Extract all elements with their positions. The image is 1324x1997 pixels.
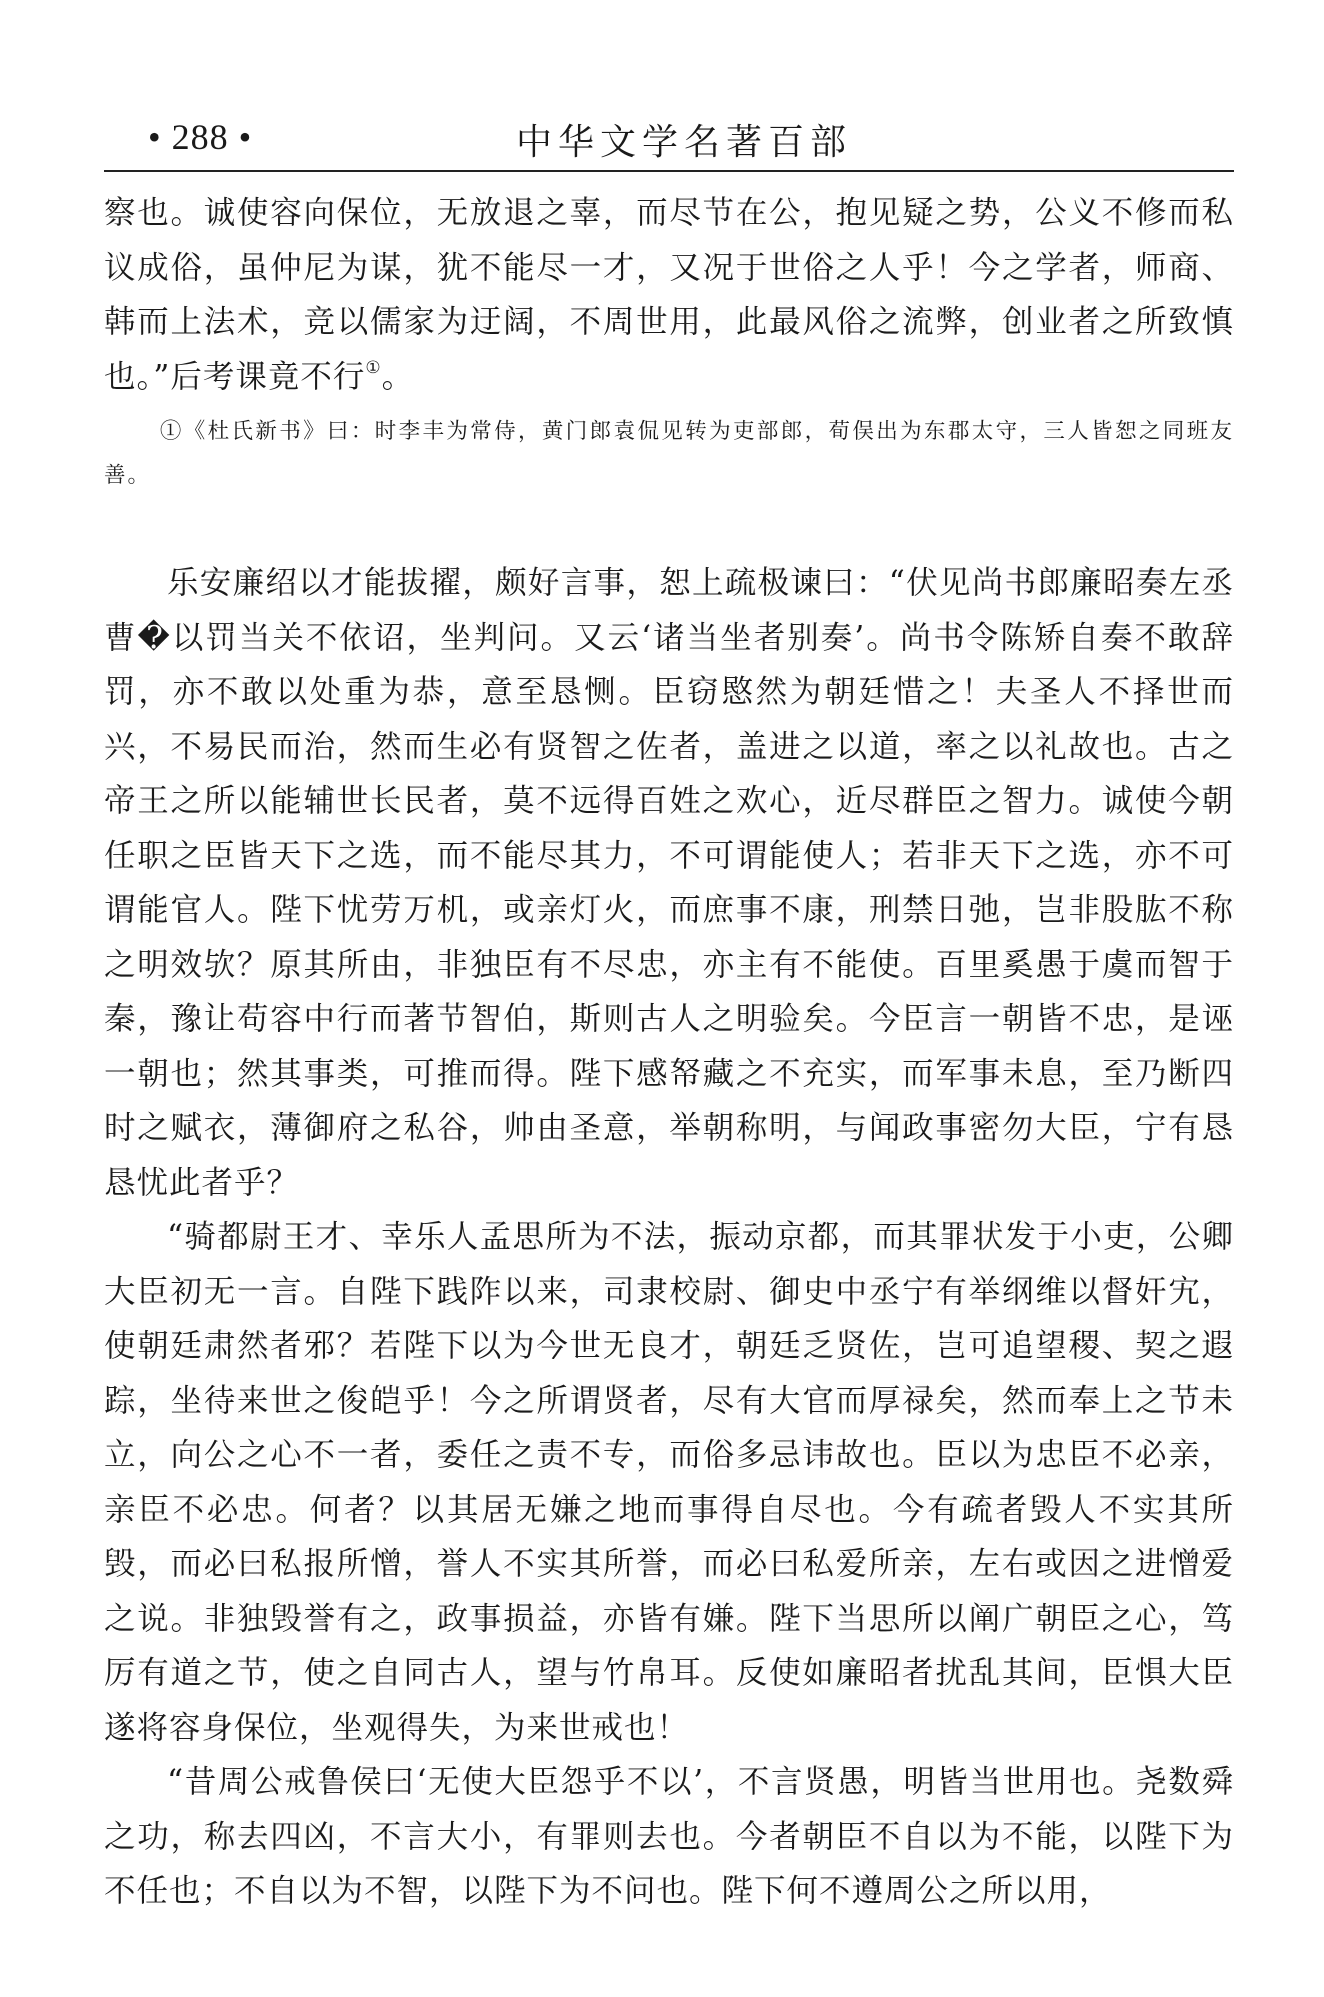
running-title: 中华文学名著百部: [516, 122, 853, 163]
section-gap: [104, 498, 1234, 556]
paragraph-memorial-third: “昔周公戒鲁侯曰‘无使大臣怨乎不以’，不言贤愚，明皆当世用也。尧数舜之功，称去四凶，不言大小，有罪则去也。今者朝臣不自以为不能，以陛下为不任也；不自以为不智，以陛下为不问也。陛下何不遵周公之所以用，: [104, 1764, 1234, 1909]
footnote: ①《杜氏新书》曰：时李丰为常侍，黄门郎袁侃见转为吏部郎，荀俣出为东郡太守，三人皆恕之同班友善。: [104, 419, 1234, 488]
paragraph-ending: 。: [381, 358, 415, 395]
paragraph-text: 察也。诚使容向保位，无放退之辜，而尽节在公，抱见疑之势，公义不修而私议成俗，虽仲尼为谋，犹不能尽一才，又况于世俗之人乎！今之学者，师商、韩而上法术，竞以儒家为迂阔，不周世用，此最风俗之流弊，创业者之所致慎也。”后考课竟不行: [104, 195, 1234, 395]
book-page: [104, 110, 1234, 1919]
page-number: • 288 •: [148, 117, 253, 157]
paragraph-memorial-second: “骑都尉王才、幸乐人孟思所为不法，振动京都，而其罪状发于小吏，公卿大臣初无一言。自陛下践阼以来，司隶校尉、御史中丞宁有举纲维以督奸宄，使朝廷肃然者邪？若陛下以为今世无良才，朝廷乏贤佐，岂可追望稷、契之遐踪，坐待来世之俊皑乎！今之所谓贤者，尽有大官而厚禄矣，然而奉上之节未立，向公之心不一者，委任之责不专，而俗多忌讳故也。臣以为忠臣不必亲，亲臣不必忠。何者？以其居无嫌之地而事得自尽也。今有疏者毁人不实其所毁，而必曰私报所憎，誉人不实其所誉，而必曰私爱所亲，左右或因之进憎爱之说。非独毁誉有之，政事损益，亦皆有嫌。陛下当思所以阐广朝臣之心，笃厉有道之节，使之自同古人，望与竹帛耳。反使如廉昭者扰乱其间，臣惧大臣遂将容身保位，坐观得失，为来世戒也！: [104, 1219, 1234, 1746]
footnote-reference: ①: [365, 357, 382, 378]
page-header: [104, 110, 1234, 172]
paragraph-continued: [104, 186, 1234, 404]
paragraph-memorial-opening: 乐安廉绍以才能拔擢，颇好言事，恕上疏极谏曰：“伏见尚书郎廉昭奏左丞曹�以罚当关不依诏，坐判问。又云‘诸当坐者别奏’。尚书令陈矫自奏不敢辞罚，亦不敢以处重为恭，意至恳恻。臣窃愍然为朝廷惜之！夫圣人不择世而兴，不易民而治，然而生必有贤智之佐者，盖进之以道，率之以礼故也。古之帝王之所以能辅世长民者，莫不远得百姓之欢心，近尽群臣之智力。诚使今朝任职之臣皆天下之选，而不能尽其力，不可谓能使人；若非天下之选，亦不可谓能官人。陛下忧劳万机，或亲灯火，而庶事不康，刑禁日弛，岂非股肱不称之明效欤？原其所由，非独臣有不尽忠，亦主有不能使。百里奚愚于虞而智于秦，豫让苟容中行而著节智伯，斯则古人之明验矣。今臣言一朝皆不忠，是诬一朝也；然其事类，可推而得。陛下感帑藏之不充实，而军事未息，至乃断四时之赋衣，薄御府之私谷，帅由圣意，举朝称明，与闻政事密勿大臣，宁有恳恳忧此者乎？: [104, 565, 1234, 1201]
